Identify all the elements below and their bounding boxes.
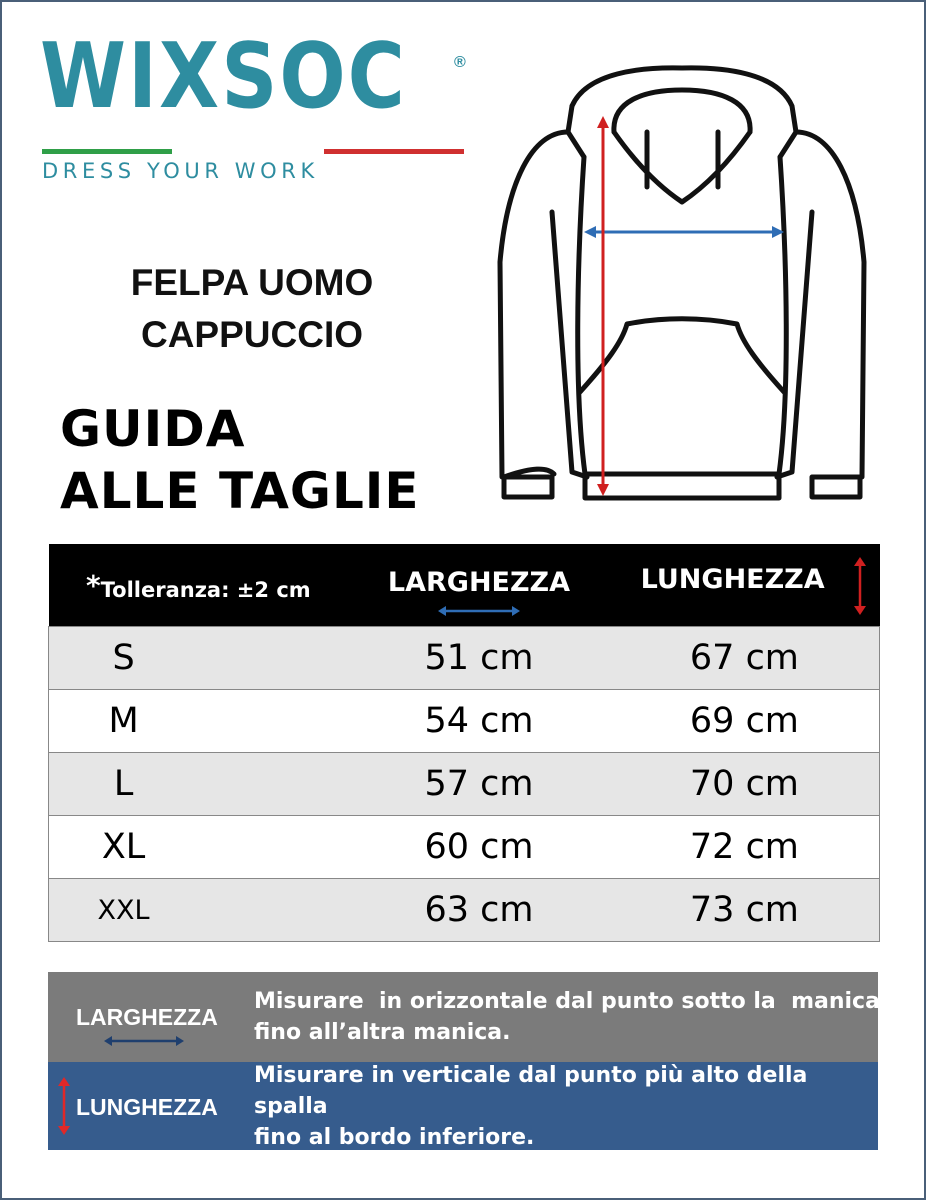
column-header-width-label: LARGHEZZA	[387, 566, 571, 598]
column-header-length	[610, 544, 880, 627]
guide-title	[60, 398, 420, 522]
product-name-line2: CAPPUCCIO	[140, 314, 364, 355]
length-arrow-icon	[852, 556, 868, 616]
legend-length-description	[248, 1060, 878, 1153]
legend-width-description	[248, 986, 880, 1048]
table-row	[49, 879, 880, 942]
legend-length-label: LUNGHEZZA	[76, 1094, 218, 1120]
measurement-legend	[48, 972, 878, 1150]
tolerance-star: *	[85, 568, 101, 602]
length-cell: 72 cm	[610, 816, 880, 879]
table-header-row	[49, 544, 880, 627]
size-cell: M	[49, 690, 349, 753]
legend-length-line1: Misurare in verticale dal punto più alto della spalla	[254, 1062, 808, 1119]
brand-tagline: DRESS YOUR WORK	[42, 159, 319, 183]
legend-length-line2: fino al bordo inferiore.	[254, 1124, 535, 1150]
product-name-line1: FELPA UOMO	[130, 262, 374, 303]
table-row	[49, 690, 880, 753]
size-cell: XL	[49, 816, 349, 879]
brand-logo: WIXSOC	[40, 25, 407, 129]
length-cell: 67 cm	[610, 627, 880, 690]
table-row	[49, 753, 880, 816]
length-cell: 70 cm	[610, 753, 880, 816]
tolerance-note	[49, 544, 349, 627]
hoodie-icon	[492, 62, 872, 512]
size-cell: XXL	[49, 879, 349, 942]
table-row	[49, 816, 880, 879]
tolerance-text: Tolleranza: ±2 cm	[100, 577, 311, 602]
width-cell: 57 cm	[348, 753, 610, 816]
registered-mark: ®	[454, 54, 466, 71]
legend-width-line1: Misurare in orizzontale dal punto sotto la manica	[254, 989, 880, 1014]
width-arrow-icon	[102, 1034, 186, 1048]
flag-stripe-green	[42, 149, 172, 154]
legend-length-label-cell	[48, 1062, 248, 1150]
legend-width-label-cell	[48, 972, 248, 1062]
width-cell: 63 cm	[348, 879, 610, 942]
size-cell: L	[49, 753, 349, 816]
legend-row-width	[48, 972, 878, 1062]
product-name	[62, 257, 442, 361]
legend-row-length	[48, 1062, 878, 1150]
length-cell: 73 cm	[610, 879, 880, 942]
guide-title-line1: GUIDA	[60, 400, 246, 458]
column-header-length-label: LUNGHEZZA	[640, 563, 825, 595]
width-cell: 54 cm	[348, 690, 610, 753]
length-cell: 69 cm	[610, 690, 880, 753]
width-cell: 60 cm	[348, 816, 610, 879]
size-table	[48, 544, 880, 942]
length-arrow-icon	[56, 1076, 72, 1136]
column-header-width	[348, 544, 610, 627]
legend-width-line2: fino all’altra manica.	[254, 1020, 511, 1045]
guide-title-line2: ALLE TAGLIE	[60, 462, 420, 520]
width-arrow-icon	[436, 604, 522, 618]
size-cell: S	[49, 627, 349, 690]
flag-stripe-red	[324, 149, 464, 154]
table-row	[49, 627, 880, 690]
legend-width-label: LARGHEZZA	[76, 1004, 218, 1030]
width-cell: 51 cm	[348, 627, 610, 690]
